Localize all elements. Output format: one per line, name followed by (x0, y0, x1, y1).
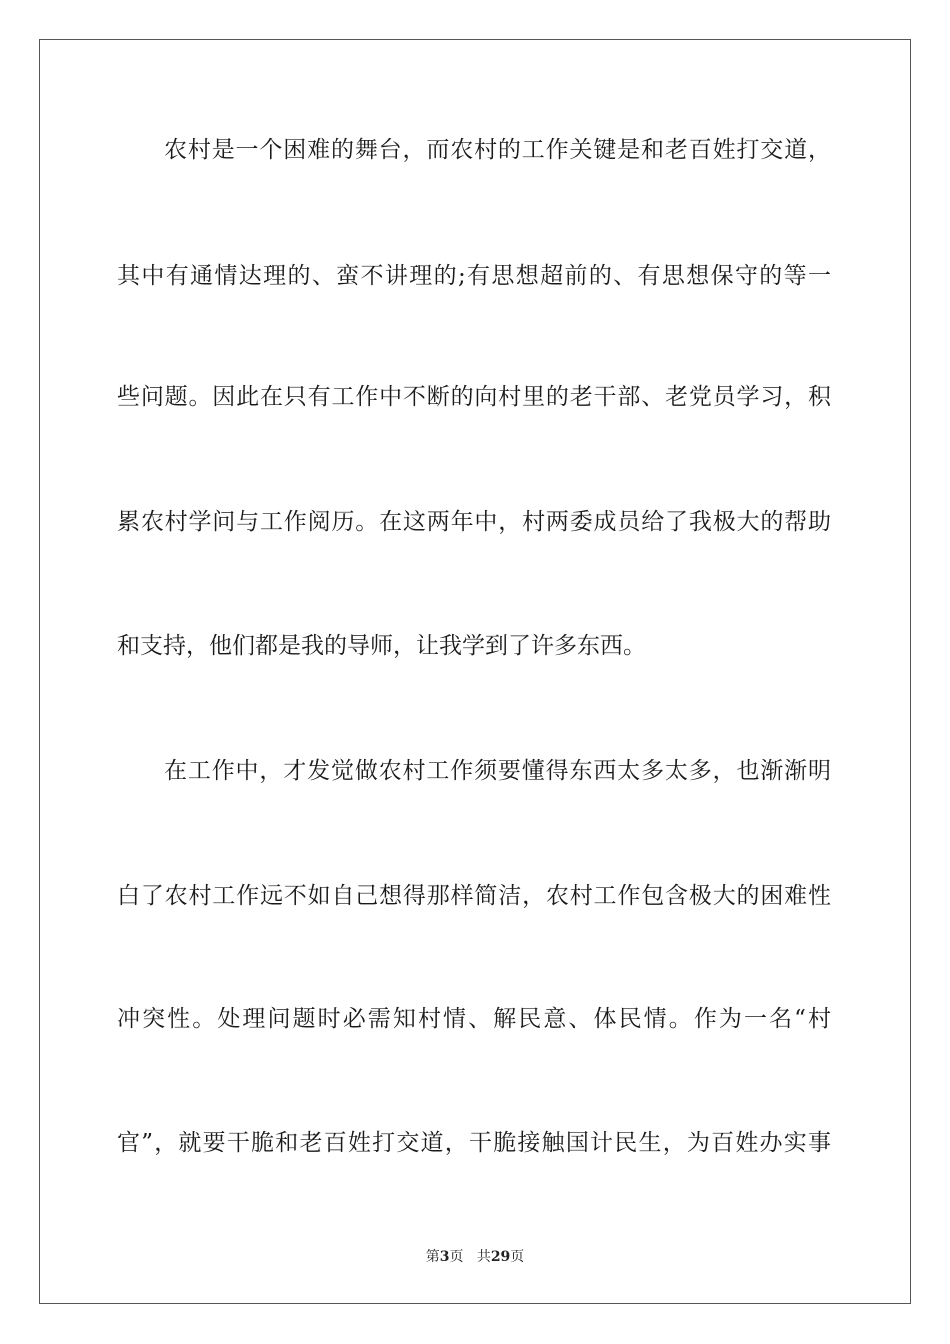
paragraph-2-line-4: 官”，就要干脆和老百姓打交道，干脆接触国计民生，为百姓办实事 (117, 1130, 831, 1156)
page-frame (39, 39, 911, 1304)
page-number: 3 (439, 1249, 450, 1265)
paragraph-1-line-2: 其中有通情达理的、蛮不讲理的;有思想超前的、有思想保守的等一 (117, 263, 831, 289)
page-prefix: 第 (425, 1249, 440, 1265)
total-suffix: 页 (510, 1249, 525, 1265)
page-suffix: 页 (449, 1249, 464, 1265)
total-pages: 29 (490, 1249, 511, 1265)
paragraph-2-line-2: 白了农村工作远不如自己想得那样简洁，农村工作包含极大的困难性 (117, 883, 831, 909)
paragraph-1-line-4: 累农村学问与工作阅历。在这两年中，村两委成员给了我极大的帮助 (117, 509, 831, 535)
paragraph-1-line-1: 农村是一个困难的舞台，而农村的工作关键是和老百姓打交道， (164, 137, 831, 163)
paragraph-1-line-5: 和支持，他们都是我的导师，让我学到了许多东西。 (117, 633, 646, 659)
paragraph-2-line-1: 在工作中，才发觉做农村工作须要懂得东西太多太多，也渐渐明 (164, 758, 831, 784)
paragraph-1-line-3: 些问题。因此在只有工作中不断的向村里的老干部、老党员学习，积 (117, 384, 831, 410)
page-footer (0, 1248, 950, 1266)
total-prefix: 共 (476, 1249, 491, 1265)
paragraph-2-line-3: 冲突性。处理问题时必需知村情、解民意、体民情。作为一名“村 (117, 1006, 831, 1032)
